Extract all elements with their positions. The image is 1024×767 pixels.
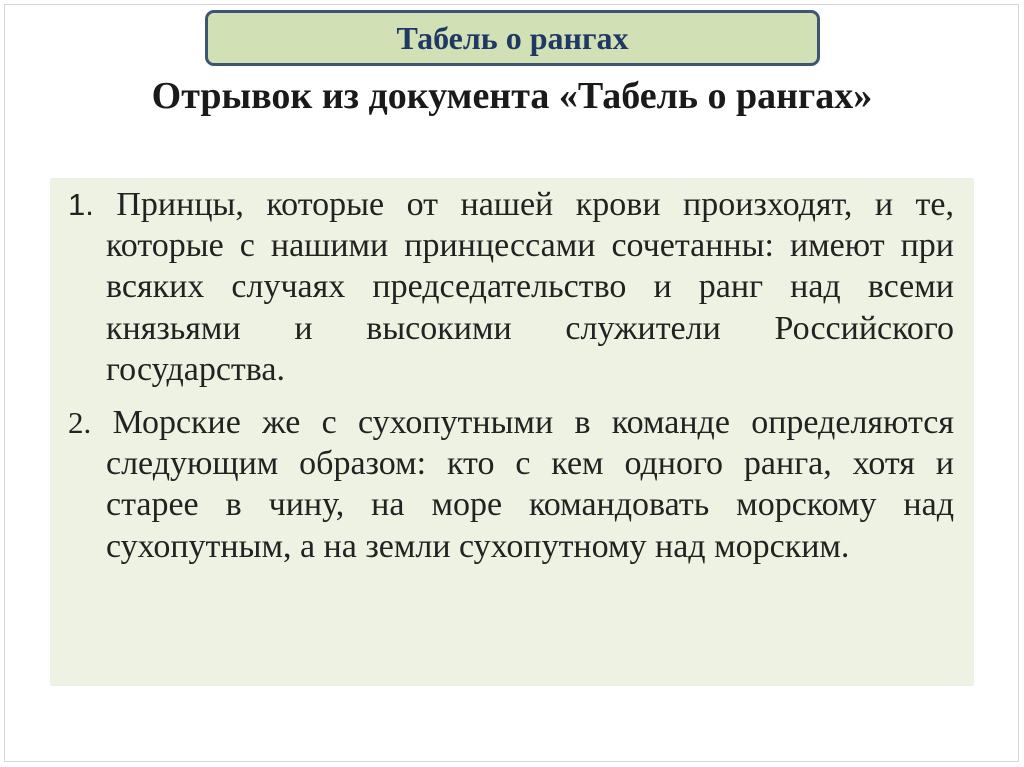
paragraph-2-number: 2.	[68, 405, 92, 441]
slide-subtitle: Отрывок из документа «Табель о рангах»	[151, 75, 873, 117]
paragraph-2-text: Морские же с сухопутными в команде определяются следующим образом: кто с кем одного ранга, хотя и старее в чину, на море командовать морскому над сухопутным, а на земли сухопутному над морским.	[106, 404, 954, 565]
paragraph-1-text: Принцы, которые от нашей крови произходят, и те, которые с нашими принцессами сочетанны: имеют при всяких случаях председательство и ранг над всеми князьями и высокими служители Российского государства.	[106, 186, 954, 388]
paragraph-1	[60, 184, 954, 390]
document-excerpt	[50, 178, 974, 686]
title-box	[205, 10, 820, 66]
paragraph-2	[60, 402, 954, 567]
slide-title: Табель о рангах	[396, 20, 629, 56]
paragraph-1-number: 1.	[68, 187, 94, 222]
